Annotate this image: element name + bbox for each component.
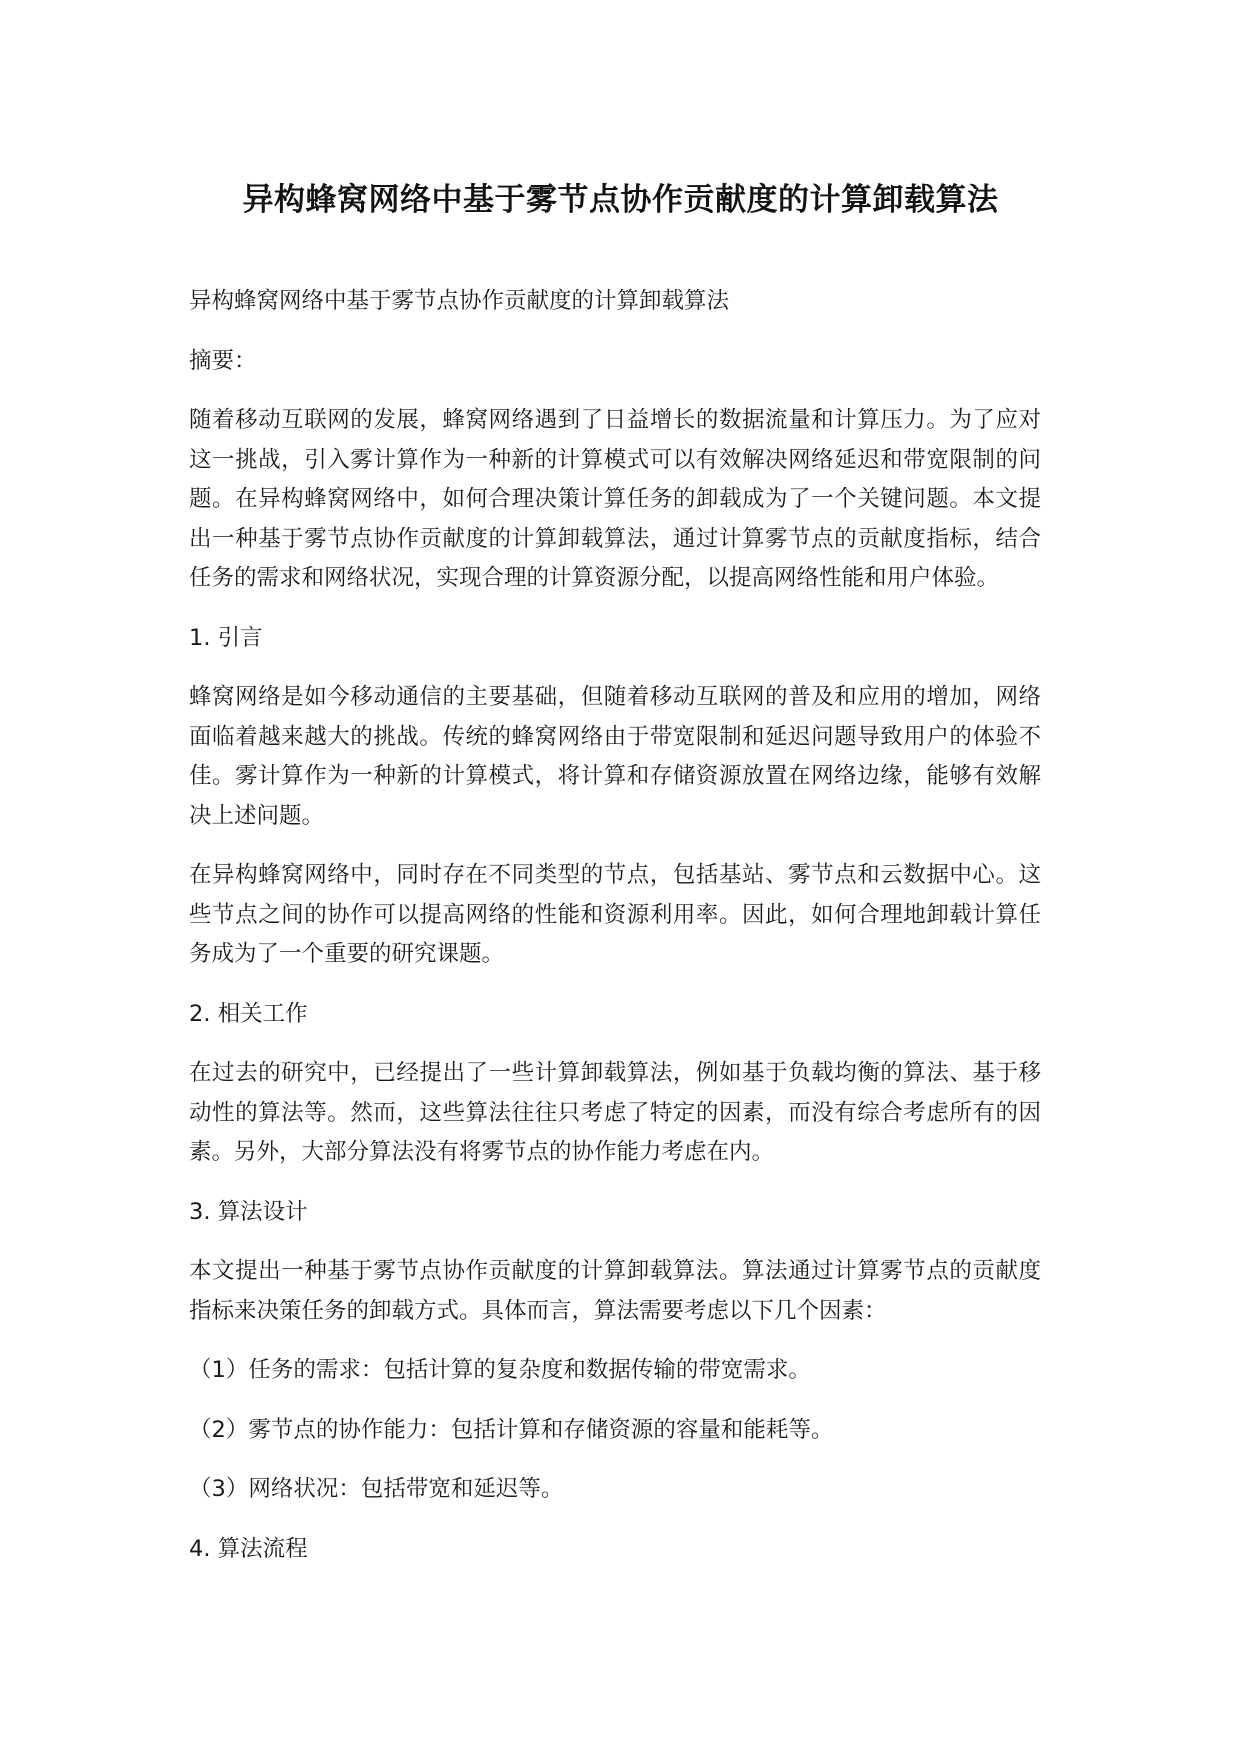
factor-item-2: （2）雾节点的协作能力：包括计算和存储资源的容量和能耗等。	[189, 1416, 834, 1443]
document-title: 异构蜂窝网络中基于雾节点协作贡献度的计算卸载算法	[242, 182, 999, 218]
section-heading-algorithm-flow: 4. 算法流程	[189, 1535, 308, 1562]
document-body	[189, 282, 1041, 1589]
section-heading-introduction: 1. 引言	[189, 624, 263, 651]
section-heading-related-work: 2. 相关工作	[189, 1000, 308, 1027]
algorithm-design-paragraph: 本文提出一种基于雾节点协作贡献度的计算卸载算法。算法通过计算雾节点的贡献度指标来决策任务的卸载方式。具体而言，算法需要考虑以下几个因素：	[189, 1258, 1041, 1324]
abstract-heading: 摘要：	[189, 347, 257, 374]
introduction-paragraph-1: 蜂窝网络是如今移动通信的主要基础，但随着移动互联网的普及和应用的增加，网络面临着越来越大的挑战。传统的蜂窝网络由于带宽限制和延迟问题导致用户的体验不佳。雾计算作为一种新的计算模式，将计算和存储资源放置在网络边缘，能够有效解决上述问题。	[189, 684, 1041, 829]
related-work-paragraph: 在过去的研究中，已经提出了一些计算卸载算法，例如基于负载均衡的算法、基于移动性的算法等。然而，这些算法往往只考虑了特定的因素，而没有综合考虑所有的因素。另外，大部分算法没有将雾节点的协作能力考虑在内。	[189, 1060, 1041, 1165]
subtitle: 异构蜂窝网络中基于雾节点协作贡献度的计算卸载算法	[189, 288, 730, 314]
section-heading-algorithm-design: 3. 算法设计	[189, 1198, 308, 1225]
abstract-paragraph: 随着移动互联网的发展，蜂窝网络遇到了日益增长的数据流量和计算压力。为了应对这一挑战，引入雾计算作为一种新的计算模式可以有效解决网络延迟和带宽限制的问题。在异构蜂窝网络中，如何合理决策计算任务的卸载成为了一个关键问题。本文提出一种基于雾节点协作贡献度的计算卸载算法，通过计算雾节点的贡献度指标，结合任务的需求和网络状况，实现合理的计算资源分配，以提高网络性能和用户体验。	[189, 407, 1041, 591]
factor-item-3: （3）网络状况：包括带宽和延迟等。	[189, 1476, 564, 1502]
introduction-paragraph-2: 在异构蜂窝网络中，同时存在不同类型的节点，包括基站、雾节点和云数据中心。这些节点之间的协作可以提高网络的性能和资源利用率。因此，如何合理地卸载计算任务成为了一个重要的研究课题。	[189, 862, 1041, 967]
factor-item-1: （1）任务的需求：包括计算的复杂度和数据传输的带宽需求。	[189, 1357, 811, 1383]
